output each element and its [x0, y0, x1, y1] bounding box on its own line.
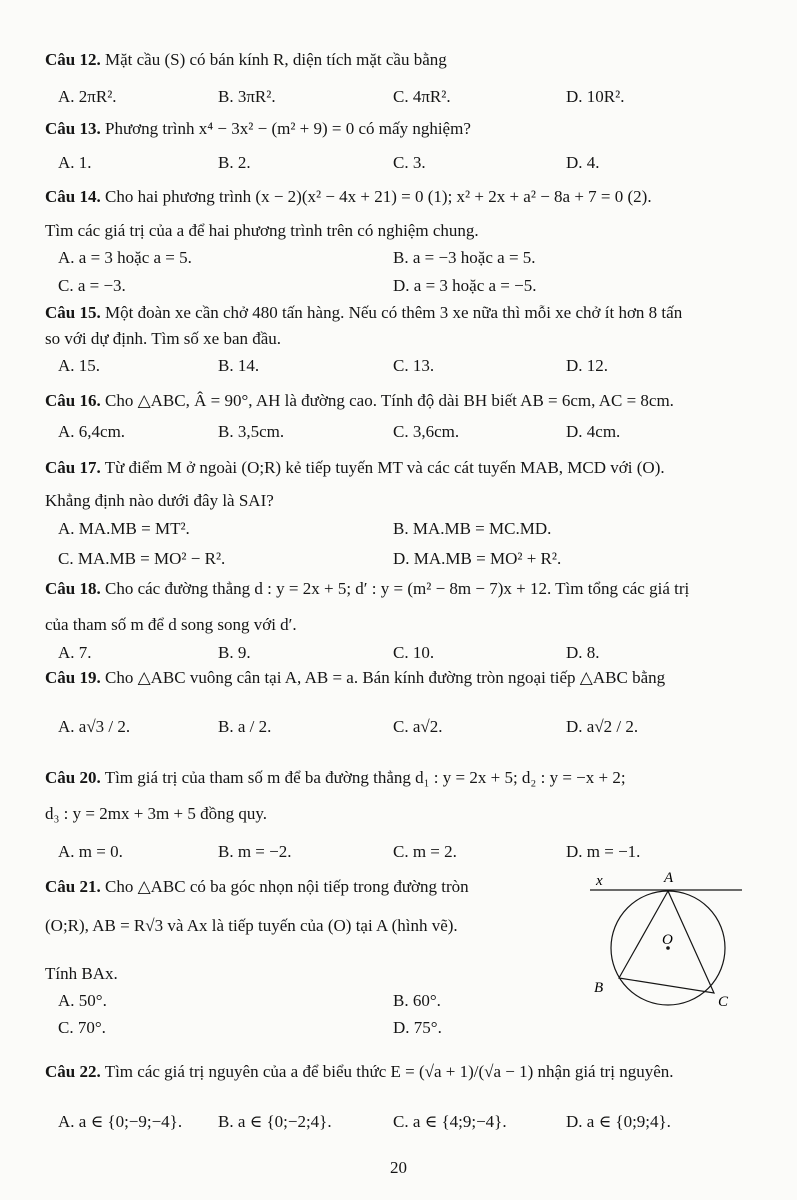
option-c: C. MA.MB = MO² − R². [58, 549, 226, 568]
question-14-text-line2: Tìm các giá trị của a để hai phương trình trên có nghiệm chung. [45, 221, 479, 240]
question-18-text [45, 578, 767, 600]
question-label: Câu 12. [45, 50, 101, 69]
option-d: D. 4. [566, 153, 600, 172]
question-12-text [45, 49, 767, 71]
label-a: A [664, 870, 674, 886]
question-stem: Tìm các giá trị nguyên của a để biểu thức E = (√a + 1)/(√a − 1) nhận giá trị nguyên. [104, 1062, 674, 1081]
option-b: B. 2. [218, 153, 251, 172]
option-d: D. 75°. [393, 1018, 442, 1037]
question-stem: Một đoàn xe cần chở 480 tấn hàng. Nếu có thêm 3 xe nữa thì mỗi xe chở ít hơn 8 tấn [104, 303, 683, 322]
question-label: Câu 21. [45, 877, 101, 896]
option-d: D. 10R². [566, 87, 625, 106]
option-a: A. a = 3 hoặc a = 5. [58, 248, 192, 267]
question-stem: Cho △ABC, Â = 90°, AH là đường cao. Tính độ dài BH biết AB = 6cm, AC = 8cm. [104, 391, 674, 410]
question-stem: Cho △ABC vuông cân tại A, AB = a. Bán kính đường tròn ngoại tiếp △ABC bằng [104, 668, 666, 687]
option-b: B. a = −3 hoặc a = 5. [393, 248, 536, 267]
option-d: D. 8. [566, 643, 600, 662]
label-b: B [594, 980, 604, 996]
question-label: Câu 13. [45, 119, 101, 138]
option-c: C. m = 2. [393, 842, 457, 861]
option-a: A. a ∈ {0;−9;−4}. [58, 1112, 183, 1131]
question-19-text [45, 667, 767, 689]
option-a: A. 15. [58, 356, 101, 375]
option-c: C. 3. [393, 153, 426, 172]
question-20-text [45, 767, 767, 789]
option-d: D. 4cm. [566, 422, 621, 441]
question-stem: Cho hai phương trình (x − 2)(x² − 4x + 21) = 0 (1); x² + 2x + a² − 8a + 7 = 0 (2). [104, 187, 652, 206]
option-c: C. a√2. [393, 717, 443, 736]
question-14-text [45, 186, 767, 208]
option-d: D. m = −1. [566, 842, 641, 861]
option-c: C. a = −3. [58, 276, 126, 295]
question-21-text-line3: Tính BAx. [45, 964, 118, 983]
page-number: 20 [390, 1158, 407, 1177]
option-a: A. 6,4cm. [58, 422, 126, 441]
question-label: Câu 14. [45, 187, 101, 206]
label-o: O [662, 932, 673, 948]
option-d: D. a ∈ {0;9;4}. [566, 1112, 671, 1131]
option-b: B. a ∈ {0;−2;4}. [218, 1112, 332, 1131]
option-d: D. 12. [566, 356, 609, 375]
question-label: Câu 17. [45, 458, 101, 477]
option-b: B. 14. [218, 356, 260, 375]
question-13-text [45, 118, 767, 140]
option-b: B. a / 2. [218, 717, 272, 736]
question-20-text-line2: d₃ : y = 2mx + 3m + 5 đồng quy. [45, 804, 268, 823]
question-16-text [45, 390, 767, 412]
question-stem: Cho các đường thẳng d : y = 2x + 5; d′ : y = (m² − 8m − 7)x + 12. Tìm tổng các giá trị [104, 579, 690, 598]
label-x: x [596, 873, 603, 889]
question-21-text-line2: (O;R), AB = R√3 và Ax là tiếp tuyến của (O) tại A (hình vẽ). [45, 916, 458, 935]
question-21-text [45, 876, 577, 898]
option-a: A. MA.MB = MT². [58, 519, 190, 538]
option-c: C. 70°. [58, 1018, 106, 1037]
option-c: C. 10. [393, 643, 435, 662]
option-a: A. m = 0. [58, 842, 123, 861]
option-a: A. 7. [58, 643, 92, 662]
question-stem: Tìm giá trị của tham số m để ba đường thẳng d₁ : y = 2x + 5; d₂ : y = −x + 2; [104, 768, 626, 787]
question-18-text-line2: của tham số m để d song song với d′. [45, 615, 297, 634]
question-label: Câu 19. [45, 668, 101, 687]
question-stem: Phương trình x⁴ − 3x² − (m² + 9) = 0 có mấy nghiệm? [104, 119, 471, 138]
option-b: B. 60°. [393, 991, 441, 1010]
question-17-text-line2: Khẳng định nào dưới đây là SAI? [45, 491, 274, 510]
question-stem: Cho △ABC có ba góc nhọn nội tiếp trong đường tròn [104, 877, 469, 896]
question-stem: Từ điểm M ở ngoài (O;R) kẻ tiếp tuyến MT và các cát tuyến MAB, MCD với (O). [104, 458, 665, 477]
option-b: B. 3πR². [218, 87, 276, 106]
option-c: C. 3,6cm. [393, 422, 460, 441]
option-c: C. 4πR². [393, 87, 451, 106]
option-d: D. a√2 / 2. [566, 717, 639, 736]
option-a: A. 50°. [58, 991, 107, 1010]
option-d: D. MA.MB = MO² + R². [393, 549, 562, 568]
question-label: Câu 20. [45, 768, 101, 787]
label-c: C [718, 994, 729, 1010]
circle-tangent-figure [590, 866, 750, 1016]
question-15-text [45, 302, 767, 324]
option-a: A. a√3 / 2. [58, 717, 131, 736]
option-d: D. a = 3 hoặc a = −5. [393, 276, 537, 295]
option-a: A. 2πR². [58, 87, 117, 106]
question-15-text-line2: so với dự định. Tìm số xe ban đầu. [45, 329, 282, 348]
option-c: C. 13. [393, 356, 435, 375]
question-17-text [45, 457, 767, 479]
option-b: B. m = −2. [218, 842, 292, 861]
question-label: Câu 15. [45, 303, 101, 322]
question-stem: Mặt cầu (S) có bán kính R, diện tích mặt cầu bằng [104, 50, 447, 69]
question-label: Câu 16. [45, 391, 101, 410]
option-b: B. 3,5cm. [218, 422, 285, 441]
question-label: Câu 22. [45, 1062, 101, 1081]
question-label: Câu 18. [45, 579, 101, 598]
option-b: B. MA.MB = MC.MD. [393, 519, 552, 538]
option-a: A. 1. [58, 153, 92, 172]
option-b: B. 9. [218, 643, 251, 662]
option-c: C. a ∈ {4;9;−4}. [393, 1112, 507, 1131]
question-22-text [45, 1061, 767, 1083]
